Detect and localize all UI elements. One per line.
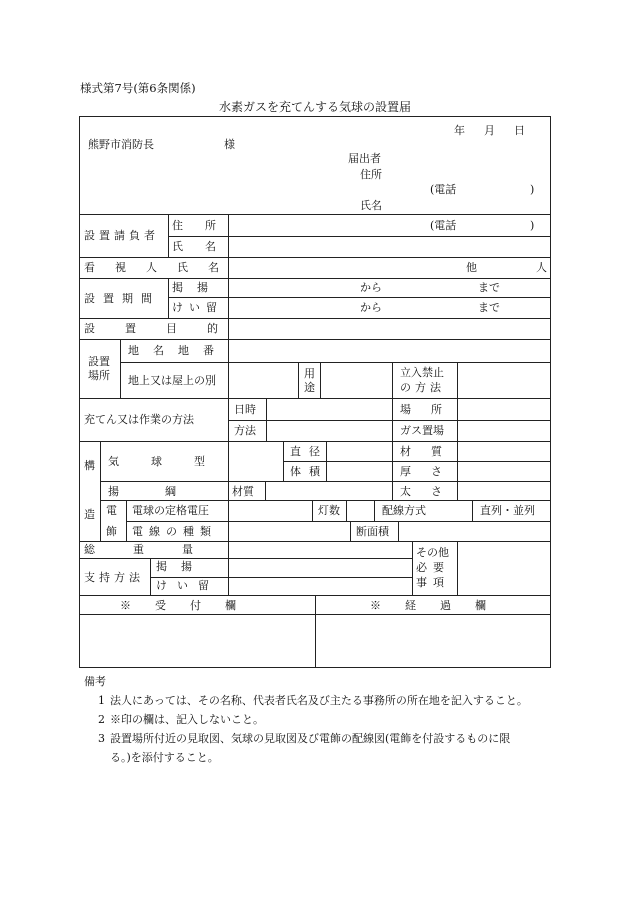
structure-label-top: 構 (84, 459, 95, 472)
col-divider (320, 362, 321, 398)
gas-storage-label: ガス置場 (400, 424, 444, 437)
col-divider (457, 541, 458, 595)
date-month-label: 月 (484, 124, 495, 137)
note-text: 法人にあっては、その名称、代表者氏名及び主たる事務所の所在地を記入すること。 (110, 694, 528, 707)
note-item (84, 729, 564, 748)
deco-label-top: 電 (106, 504, 117, 517)
fill-method-label: 充てん又は作業の方法 (84, 413, 194, 426)
fill-place-label: 場所 (400, 403, 462, 416)
watchers-others: 他 (466, 261, 477, 274)
row-divider (79, 339, 551, 340)
bulb-voltage-label: 電球の定格電圧 (132, 504, 209, 517)
period-moor-label: けい留 (172, 301, 223, 314)
other-label-line3: 事項 (416, 576, 450, 589)
col-divider (312, 500, 313, 521)
row-divider (120, 362, 551, 363)
contractor-address-label: 住所 (172, 219, 238, 232)
series-parallel-label: 直列・並列 (480, 504, 535, 517)
row-divider (79, 558, 412, 559)
balloon-type-label: 気球型 (108, 455, 237, 468)
total-weight-label: 総重量 (84, 543, 231, 556)
watchers-label: 看視人氏名 (84, 261, 239, 274)
row-divider (79, 214, 551, 215)
place-lot-label: 地名地番 (128, 344, 228, 357)
other-label-line2: 必要 (416, 561, 450, 574)
diameter-label: 直径 (290, 445, 328, 458)
col-divider (126, 500, 127, 541)
col-divider (120, 339, 121, 398)
contractor-label-text: 設置請負者 (84, 229, 159, 242)
deco-label-bottom: 飾 (106, 525, 117, 538)
col-divider (398, 521, 399, 541)
period-moor-from: から (360, 301, 382, 314)
material-label: 材質 (400, 445, 462, 458)
col-divider (472, 500, 473, 521)
note-number: 2 (98, 713, 105, 726)
note-text: 設置場所付近の見取図、気球の見取図及び電飾の配線図(電飾を付設するものに限 (110, 732, 511, 745)
period-label: 設置期間 (84, 292, 160, 305)
form-number: 様式第7号(第6条関係) (80, 81, 196, 95)
row-divider (168, 297, 551, 298)
note-item (84, 691, 564, 710)
fill-method-sub-label: 方法 (234, 424, 256, 437)
period-raise-from: から (360, 281, 382, 294)
phone-open-label: (電話 (430, 183, 457, 196)
note-text: る。)を添付すること。 (110, 751, 219, 764)
row-divider (79, 257, 551, 258)
rope-label: 揚綱 (108, 485, 222, 498)
period-raise-label: 掲揚 (172, 281, 222, 294)
col-divider (228, 481, 229, 500)
notifier-label: 届出者 (348, 152, 381, 165)
name-label: 氏名 (360, 199, 382, 212)
lamp-count-label: 灯数 (318, 504, 340, 517)
row-divider (79, 441, 551, 442)
rope-width-label: 太さ (400, 485, 462, 498)
notes-heading: 備考 (84, 675, 106, 688)
col-divider (265, 481, 266, 500)
rope-material-label: 材質 (232, 485, 254, 498)
restrict-label-line2: の方法 (400, 381, 445, 394)
col-divider (266, 398, 267, 441)
thickness-label: 厚さ (400, 465, 462, 478)
row-divider (100, 500, 551, 501)
col-divider (412, 541, 413, 595)
restrict-label-line1: 立入禁止 (400, 366, 444, 379)
volume-label: 体積 (290, 465, 328, 478)
contractor-phone-open: (電話 (430, 219, 457, 232)
row-divider (79, 278, 551, 279)
honorific: 様 (224, 138, 235, 151)
row-divider (150, 577, 412, 578)
contractor-name-label: 氏名 (172, 240, 238, 253)
row-divider (126, 521, 551, 522)
row-divider (79, 318, 551, 319)
cross-section-label: 断面積 (356, 525, 389, 538)
col-divider (298, 362, 299, 398)
note-number: 3 (98, 732, 105, 745)
document-title: 水素ガスを充てんする気球の設置届 (218, 100, 411, 114)
row-divider (79, 398, 551, 399)
col-divider (392, 398, 393, 441)
structure-label-bottom: 造 (84, 508, 95, 521)
period-moor-until: まで (478, 301, 500, 314)
row-divider (228, 420, 551, 421)
support-moor-label: けい留 (156, 579, 219, 592)
row-divider (100, 481, 551, 482)
phone-close-label: ) (530, 183, 535, 196)
reception-column-label: ※受付欄 (120, 599, 260, 612)
col-divider (228, 398, 229, 441)
col-divider (168, 214, 169, 257)
col-divider (374, 500, 375, 521)
note-number: 1 (98, 694, 105, 707)
address-label: 住所 (360, 168, 382, 181)
col-divider (392, 362, 393, 398)
period-raise-until: まで (478, 281, 500, 294)
col-divider (457, 362, 458, 398)
addressee: 熊野市消防長 (88, 138, 154, 151)
wire-type-label: 電線の種類 (132, 525, 217, 538)
ground-or-roof-label: 地上又は屋上の別 (128, 374, 216, 387)
col-divider (228, 339, 229, 398)
use-label-line1: 用 (304, 367, 315, 380)
fill-datetime-label: 日時 (234, 403, 256, 416)
watchers-unit: 人 (536, 261, 547, 274)
note-item-continued (84, 748, 564, 767)
col-divider (228, 500, 229, 541)
support-method-label: 支持方法 (84, 571, 144, 584)
col-divider (350, 521, 351, 541)
place-label-line2: 場所 (88, 369, 110, 382)
other-label-line1: その他 (416, 546, 449, 559)
col-divider (392, 441, 393, 481)
col-divider (283, 441, 284, 481)
progress-column-label: ※経過欄 (370, 599, 510, 612)
notes-section (84, 672, 564, 767)
place-label-line1: 設置 (88, 355, 110, 368)
col-divider (150, 558, 151, 595)
purpose-label: 設置目的 (84, 322, 248, 335)
col-divider (100, 441, 101, 541)
row-divider (79, 541, 551, 542)
wiring-method-label: 配線方式 (382, 504, 426, 517)
use-label-line2: 途 (304, 381, 315, 394)
col-divider (228, 214, 229, 339)
row-divider (283, 461, 551, 462)
date-day-label: 日 (514, 124, 525, 137)
contractor-phone-close: ) (530, 219, 535, 232)
note-text: ※印の欄は、記入しないこと。 (110, 713, 264, 726)
contractor-label (84, 229, 164, 242)
date-year-label: 年 (454, 124, 465, 137)
col-divider (168, 278, 169, 318)
col-divider (346, 500, 347, 521)
note-item (84, 710, 564, 729)
support-raise-label: 掲揚 (156, 560, 206, 573)
row-divider (168, 236, 551, 237)
col-divider (392, 481, 393, 500)
col-divider (315, 595, 316, 668)
